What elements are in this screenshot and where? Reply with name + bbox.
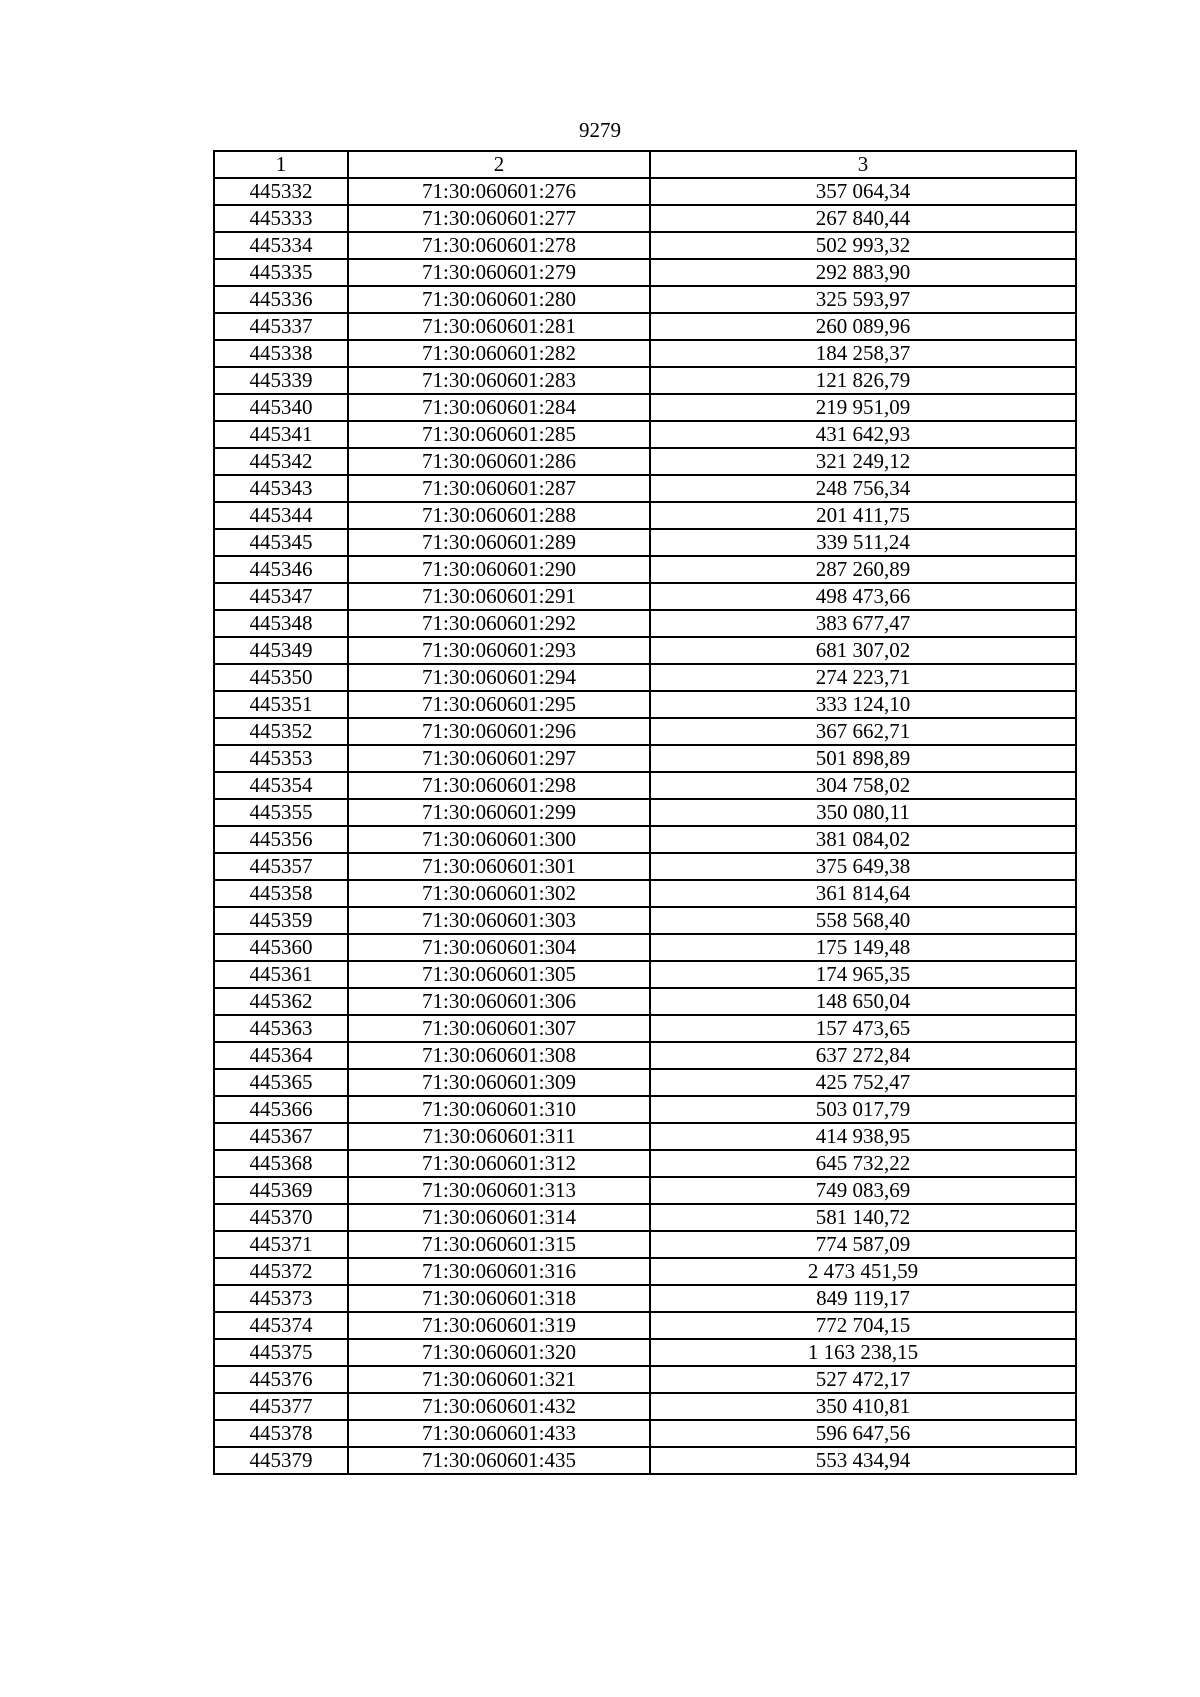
table-row — [214, 1339, 1076, 1366]
value-cell: 148 650,04 — [650, 988, 1076, 1015]
row-number-cell: 445349 — [214, 637, 348, 664]
page-number: 9279 — [579, 118, 621, 142]
value-cell: 174 965,35 — [650, 961, 1076, 988]
value-cell: 501 898,89 — [650, 745, 1076, 772]
cadastral-number-cell: 71:30:060601:280 — [348, 286, 650, 313]
row-number-cell: 445334 — [214, 232, 348, 259]
cadastral-number-cell: 71:30:060601:288 — [348, 502, 650, 529]
table-body — [214, 178, 1076, 1474]
cadastral-number-cell: 71:30:060601:298 — [348, 772, 650, 799]
table-row — [214, 610, 1076, 637]
table-row — [214, 205, 1076, 232]
cadastral-number-cell: 71:30:060601:299 — [348, 799, 650, 826]
value-cell: 304 758,02 — [650, 772, 1076, 799]
row-number-cell: 445379 — [214, 1447, 348, 1474]
cadastral-number-cell: 71:30:060601:314 — [348, 1204, 650, 1231]
value-cell: 581 140,72 — [650, 1204, 1076, 1231]
cadastral-number-cell: 71:30:060601:302 — [348, 880, 650, 907]
table-row — [214, 1366, 1076, 1393]
value-cell: 121 826,79 — [650, 367, 1076, 394]
row-number-cell: 445350 — [214, 664, 348, 691]
value-cell: 175 149,48 — [650, 934, 1076, 961]
row-number-cell: 445377 — [214, 1393, 348, 1420]
row-number-cell: 445347 — [214, 583, 348, 610]
row-number-cell: 445335 — [214, 259, 348, 286]
cadastral-number-cell: 71:30:060601:284 — [348, 394, 650, 421]
header-cell-2: 2 — [348, 151, 650, 178]
header-cell-3: 3 — [650, 151, 1076, 178]
cadastral-number-cell: 71:30:060601:311 — [348, 1123, 650, 1150]
value-cell: 772 704,15 — [650, 1312, 1076, 1339]
table-row — [214, 1042, 1076, 1069]
cadastral-number-cell: 71:30:060601:309 — [348, 1069, 650, 1096]
cadastral-number-cell: 71:30:060601:276 — [348, 178, 650, 205]
cadastral-number-cell: 71:30:060601:290 — [348, 556, 650, 583]
table-row — [214, 745, 1076, 772]
row-number-cell: 445369 — [214, 1177, 348, 1204]
cadastral-number-cell: 71:30:060601:282 — [348, 340, 650, 367]
table-row — [214, 1123, 1076, 1150]
cadastral-number-cell: 71:30:060601:312 — [348, 1150, 650, 1177]
row-number-cell: 445372 — [214, 1258, 348, 1285]
row-number-cell: 445365 — [214, 1069, 348, 1096]
value-cell: 849 119,17 — [650, 1285, 1076, 1312]
row-number-cell: 445368 — [214, 1150, 348, 1177]
row-number-cell: 445364 — [214, 1042, 348, 1069]
table-row — [214, 1312, 1076, 1339]
cadastral-number-cell: 71:30:060601:321 — [348, 1366, 650, 1393]
row-number-cell: 445346 — [214, 556, 348, 583]
table-row — [214, 637, 1076, 664]
value-cell: 157 473,65 — [650, 1015, 1076, 1042]
value-cell: 184 258,37 — [650, 340, 1076, 367]
cadastral-number-cell: 71:30:060601:318 — [348, 1285, 650, 1312]
cadastral-number-cell: 71:30:060601:278 — [348, 232, 650, 259]
value-cell: 292 883,90 — [650, 259, 1076, 286]
cadastral-number-cell: 71:30:060601:307 — [348, 1015, 650, 1042]
row-number-cell: 445366 — [214, 1096, 348, 1123]
row-number-cell: 445363 — [214, 1015, 348, 1042]
cadastral-number-cell: 71:30:060601:295 — [348, 691, 650, 718]
cadastral-number-cell: 71:30:060601:285 — [348, 421, 650, 448]
table-row — [214, 1069, 1076, 1096]
row-number-cell: 445348 — [214, 610, 348, 637]
row-number-cell: 445342 — [214, 448, 348, 475]
row-number-cell: 445361 — [214, 961, 348, 988]
row-number-cell: 445374 — [214, 1312, 348, 1339]
table-row — [214, 1150, 1076, 1177]
cadastral-number-cell: 71:30:060601:433 — [348, 1420, 650, 1447]
table-row — [214, 259, 1076, 286]
cadastral-number-cell: 71:30:060601:289 — [348, 529, 650, 556]
table-row — [214, 826, 1076, 853]
row-number-cell: 445358 — [214, 880, 348, 907]
cadastral-number-cell: 71:30:060601:283 — [348, 367, 650, 394]
row-number-cell: 445332 — [214, 178, 348, 205]
table-row — [214, 853, 1076, 880]
row-number-cell: 445370 — [214, 1204, 348, 1231]
row-number-cell: 445371 — [214, 1231, 348, 1258]
table-row — [214, 1258, 1076, 1285]
cadastral-number-cell: 71:30:060601:300 — [348, 826, 650, 853]
cadastral-number-cell: 71:30:060601:281 — [348, 313, 650, 340]
table-row — [214, 691, 1076, 718]
table-row — [214, 448, 1076, 475]
row-number-cell: 445353 — [214, 745, 348, 772]
table-row — [214, 1204, 1076, 1231]
row-number-cell: 445356 — [214, 826, 348, 853]
value-cell: 201 411,75 — [650, 502, 1076, 529]
value-cell: 267 840,44 — [650, 205, 1076, 232]
value-cell: 274 223,71 — [650, 664, 1076, 691]
value-cell: 333 124,10 — [650, 691, 1076, 718]
table-row — [214, 1015, 1076, 1042]
cadastral-number-cell: 71:30:060601:293 — [348, 637, 650, 664]
cadastral-number-cell: 71:30:060601:294 — [348, 664, 650, 691]
table-header — [214, 151, 1076, 178]
row-number-cell: 445359 — [214, 907, 348, 934]
value-cell: 287 260,89 — [650, 556, 1076, 583]
row-number-cell: 445341 — [214, 421, 348, 448]
table-row — [214, 1096, 1076, 1123]
table-header-row — [214, 151, 1076, 178]
row-number-cell: 445345 — [214, 529, 348, 556]
table-row — [214, 880, 1076, 907]
cadastral-number-cell: 71:30:060601:310 — [348, 1096, 650, 1123]
table-row — [214, 664, 1076, 691]
table-row — [214, 583, 1076, 610]
table-row — [214, 1420, 1076, 1447]
cadastral-number-cell: 71:30:060601:313 — [348, 1177, 650, 1204]
value-cell: 431 642,93 — [650, 421, 1076, 448]
value-cell: 361 814,64 — [650, 880, 1076, 907]
value-cell: 681 307,02 — [650, 637, 1076, 664]
value-cell: 367 662,71 — [650, 718, 1076, 745]
cadastral-number-cell: 71:30:060601:306 — [348, 988, 650, 1015]
cadastral-number-cell: 71:30:060601:435 — [348, 1447, 650, 1474]
table-row — [214, 961, 1076, 988]
table-row — [214, 529, 1076, 556]
table-row — [214, 367, 1076, 394]
value-cell: 414 938,95 — [650, 1123, 1076, 1150]
cadastral-number-cell: 71:30:060601:287 — [348, 475, 650, 502]
value-cell: 375 649,38 — [650, 853, 1076, 880]
row-number-cell: 445354 — [214, 772, 348, 799]
row-number-cell: 445339 — [214, 367, 348, 394]
row-number-cell: 445367 — [214, 1123, 348, 1150]
value-cell: 637 272,84 — [650, 1042, 1076, 1069]
cadastral-number-cell: 71:30:060601:316 — [348, 1258, 650, 1285]
table-row — [214, 1177, 1076, 1204]
value-cell: 498 473,66 — [650, 583, 1076, 610]
value-cell: 383 677,47 — [650, 610, 1076, 637]
value-cell: 527 472,17 — [650, 1366, 1076, 1393]
row-number-cell: 445338 — [214, 340, 348, 367]
table-row — [214, 718, 1076, 745]
value-cell: 325 593,97 — [650, 286, 1076, 313]
cadastral-number-cell: 71:30:060601:319 — [348, 1312, 650, 1339]
cadastral-number-cell: 71:30:060601:296 — [348, 718, 650, 745]
row-number-cell: 445340 — [214, 394, 348, 421]
cadastral-number-cell: 71:30:060601:432 — [348, 1393, 650, 1420]
table-row — [214, 1231, 1076, 1258]
table-row — [214, 421, 1076, 448]
table-row — [214, 394, 1076, 421]
value-cell: 425 752,47 — [650, 1069, 1076, 1096]
value-cell: 321 249,12 — [650, 448, 1076, 475]
value-cell: 381 084,02 — [650, 826, 1076, 853]
row-number-cell: 445378 — [214, 1420, 348, 1447]
table-row — [214, 907, 1076, 934]
cadastral-number-cell: 71:30:060601:277 — [348, 205, 650, 232]
value-cell: 1 163 238,15 — [650, 1339, 1076, 1366]
value-cell: 774 587,09 — [650, 1231, 1076, 1258]
table-row — [214, 340, 1076, 367]
value-cell: 558 568,40 — [650, 907, 1076, 934]
row-number-cell: 445352 — [214, 718, 348, 745]
row-number-cell: 445333 — [214, 205, 348, 232]
header-cell-1: 1 — [214, 151, 348, 178]
value-cell: 357 064,34 — [650, 178, 1076, 205]
row-number-cell: 445351 — [214, 691, 348, 718]
value-cell: 260 089,96 — [650, 313, 1076, 340]
value-cell: 2 473 451,59 — [650, 1258, 1076, 1285]
table-row — [214, 988, 1076, 1015]
table-row — [214, 1447, 1076, 1474]
table-row — [214, 502, 1076, 529]
row-number-cell: 445336 — [214, 286, 348, 313]
row-number-cell: 445362 — [214, 988, 348, 1015]
row-number-cell: 445373 — [214, 1285, 348, 1312]
table-row — [214, 475, 1076, 502]
value-cell: 503 017,79 — [650, 1096, 1076, 1123]
table-row — [214, 799, 1076, 826]
cadastral-number-cell: 71:30:060601:291 — [348, 583, 650, 610]
value-cell: 645 732,22 — [650, 1150, 1076, 1177]
value-cell: 502 993,32 — [650, 232, 1076, 259]
value-cell: 749 083,69 — [650, 1177, 1076, 1204]
table-row — [214, 772, 1076, 799]
row-number-cell: 445337 — [214, 313, 348, 340]
table-row — [214, 232, 1076, 259]
table-row — [214, 1393, 1076, 1420]
value-cell: 339 511,24 — [650, 529, 1076, 556]
cadastral-number-cell: 71:30:060601:286 — [348, 448, 650, 475]
cadastral-number-cell: 71:30:060601:305 — [348, 961, 650, 988]
table-row — [214, 1285, 1076, 1312]
table-row — [214, 286, 1076, 313]
cadastral-number-cell: 71:30:060601:315 — [348, 1231, 650, 1258]
row-number-cell: 445375 — [214, 1339, 348, 1366]
value-cell: 350 080,11 — [650, 799, 1076, 826]
table-row — [214, 934, 1076, 961]
cadastral-number-cell: 71:30:060601:320 — [348, 1339, 650, 1366]
table-row — [214, 178, 1076, 205]
value-cell: 219 951,09 — [650, 394, 1076, 421]
cadastral-number-cell: 71:30:060601:279 — [348, 259, 650, 286]
cadastral-number-cell: 71:30:060601:303 — [348, 907, 650, 934]
table-row — [214, 313, 1076, 340]
cadastral-number-cell: 71:30:060601:304 — [348, 934, 650, 961]
data-table — [213, 150, 1077, 1475]
row-number-cell: 445343 — [214, 475, 348, 502]
cadastral-number-cell: 71:30:060601:308 — [348, 1042, 650, 1069]
value-cell: 350 410,81 — [650, 1393, 1076, 1420]
row-number-cell: 445344 — [214, 502, 348, 529]
value-cell: 596 647,56 — [650, 1420, 1076, 1447]
value-cell: 248 756,34 — [650, 475, 1076, 502]
row-number-cell: 445360 — [214, 934, 348, 961]
value-cell: 553 434,94 — [650, 1447, 1076, 1474]
cadastral-number-cell: 71:30:060601:297 — [348, 745, 650, 772]
row-number-cell: 445376 — [214, 1366, 348, 1393]
cadastral-number-cell: 71:30:060601:292 — [348, 610, 650, 637]
table-row — [214, 556, 1076, 583]
cadastral-number-cell: 71:30:060601:301 — [348, 853, 650, 880]
row-number-cell: 445357 — [214, 853, 348, 880]
row-number-cell: 445355 — [214, 799, 348, 826]
